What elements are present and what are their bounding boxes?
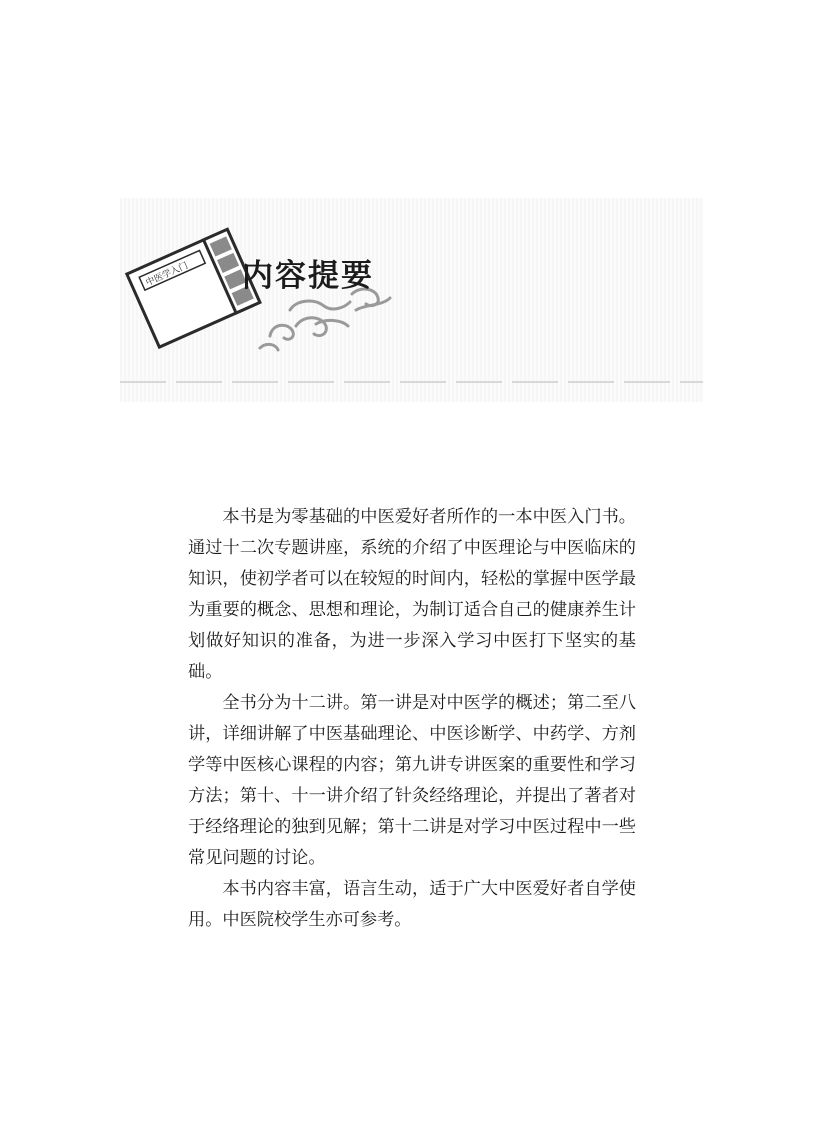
book-icon [127,229,260,347]
summary-paragraph-3: 本书内容丰富，语言生动，适于广大中医爱好者自学使用。中医院校学生亦可参考。 [188,879,636,930]
summary-body [188,502,636,936]
section-title: 内容提要 [242,258,374,294]
banner-illustration [120,198,703,402]
cloud-ornament-icon [260,289,390,350]
summary-paragraph-1: 本书是为零基础的中医爱好者所作的一本中医入门书。通过十二次专题讲座，系统的介绍了中医理论与中医临床的知识，使初学者可以在较短的时间内，轻松的掌握中医学最为重要的概念、思想和理论，为制订适合自己的健康养生计划做好知识的准备，为进一步深入学习中医打下坚实的基础。 [188,507,636,682]
book-cover-text: 中医学入门 [144,261,190,289]
section-banner [120,198,703,402]
summary-paragraph-2: 全书分为十二讲。第一讲是对中医学的概述；第二至八讲，详细讲解了中医基础理论、中医诊断学、中药学、方剂学等中医核心课程的内容；第九讲专讲医案的重要性和学习方法；第十、十一讲介绍了针灸经络理论，并提出了著者对于经络理论的独到见解；第十二讲是对学习中医过程中一些常见问题的讨论。 [188,693,636,868]
